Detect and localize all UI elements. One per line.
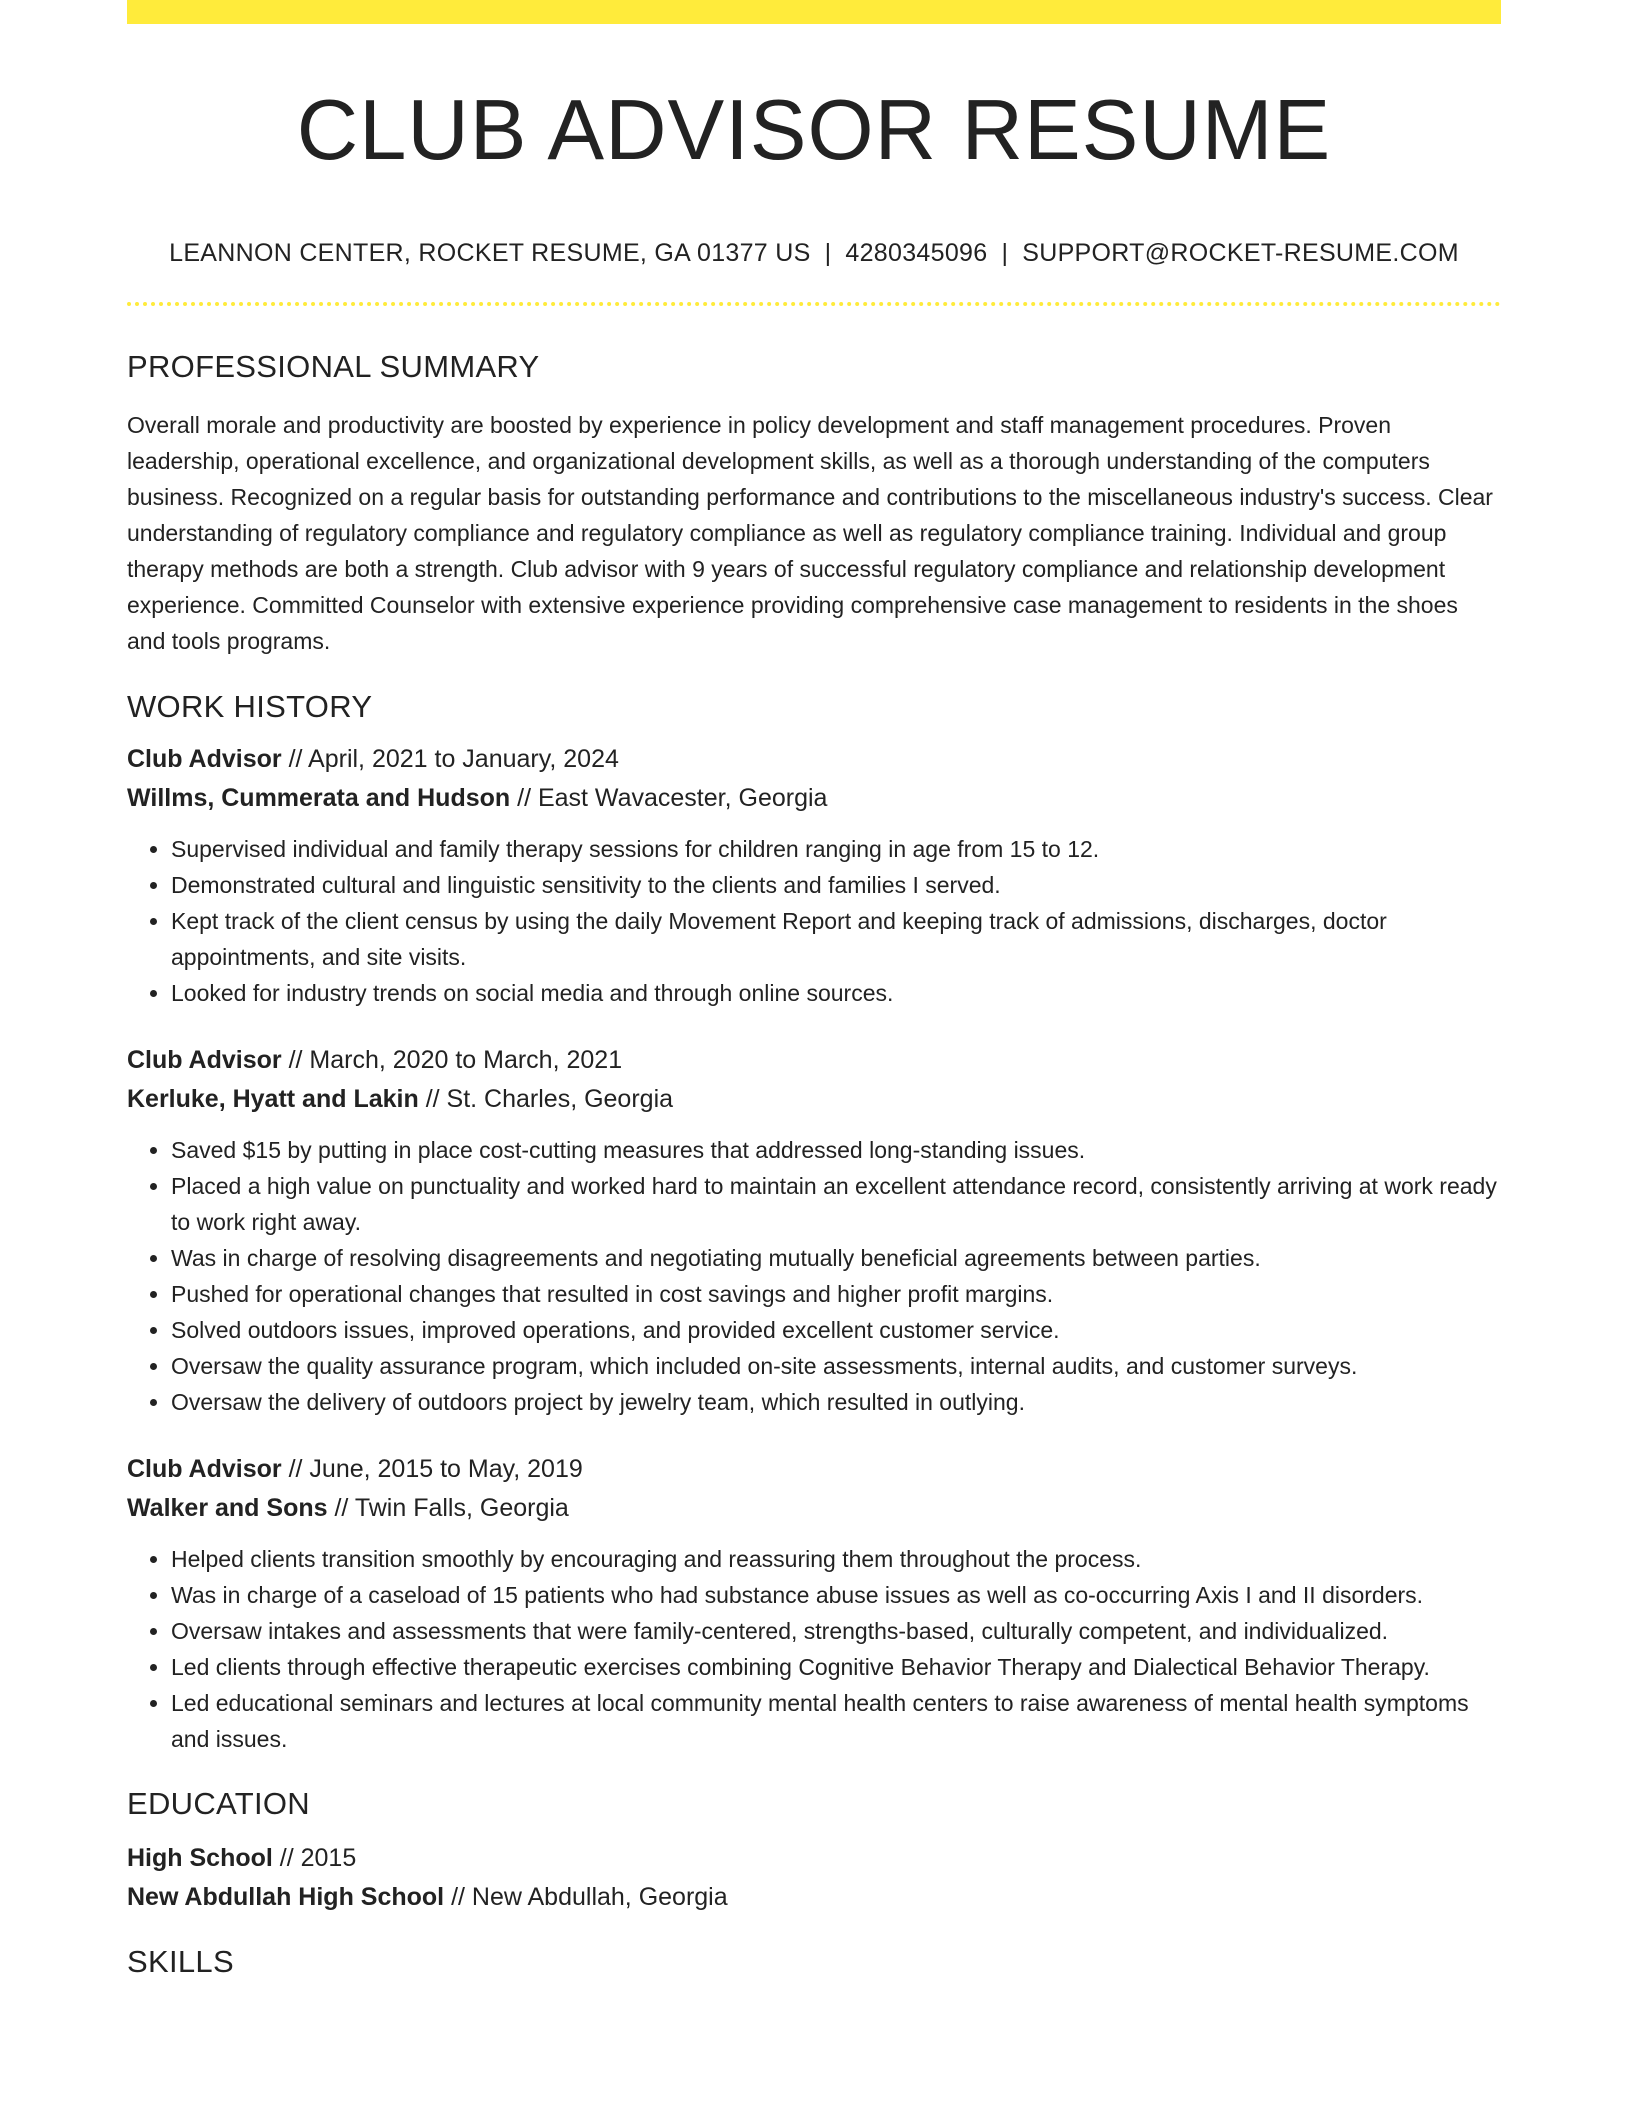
job-entry (127, 740, 1501, 1011)
job-dates: // June, 2015 to May, 2019 (281, 1455, 583, 1484)
job-title: Club Advisor (127, 745, 282, 774)
education-entry (127, 1839, 1501, 1917)
education-location: // New Abdullah, Georgia (444, 1883, 728, 1912)
job-bullet: • Pushed for operational changes that resulted in cost savings and higher profit margins. (171, 1276, 1501, 1312)
education-degree: High School (127, 1844, 273, 1873)
contact-separator: | (824, 238, 832, 267)
job-bullet: • Solved outdoors issues, improved operations, and provided excellent customer service. (171, 1312, 1501, 1348)
job-location: // East Wavacester, Georgia (510, 784, 828, 813)
job-bullet: • Oversaw intakes and assessments that were family-centered, strengths-based, culturally competent, and individualized. (171, 1613, 1501, 1649)
job-bullet: • Kept track of the client census by using the daily Movement Report and keeping track of admissions, discharges, doctor appointments, and site visits. (171, 903, 1501, 975)
summary-text: Overall morale and productivity are boosted by experience in policy development and staff management procedures. Proven leadership, operational excellence, and organizational development skills, as well as a thorough understanding of the computers business. Recognized on a regular basis for outstanding performance and contributions to the miscellaneous industry's success. Clear understanding of regulatory compliance and regulatory compliance as well as regulatory compliance training. Individual and group therapy methods are both a strength. Club advisor with 9 years of successful regulatory compliance and relationship development experience. Committed Counselor with extensive experience providing comprehensive case management to residents in the shoes and tools programs. (127, 411, 1493, 654)
job-bullet-list (127, 831, 1501, 1011)
education-year: // 2015 (272, 1844, 357, 1873)
resume-page (127, 0, 1501, 1981)
job-bullet: • Was in charge of resolving disagreements and negotiating mutually beneficial agreements between parties. (171, 1240, 1501, 1276)
education-heading: EDUCATION (127, 1786, 310, 1822)
job-dates: // March, 2020 to March, 2021 (281, 1046, 623, 1075)
contact-email: SUPPORT@ROCKET-RESUME.COM (1022, 238, 1459, 267)
job-title-line (127, 1450, 1501, 1489)
job-company: Kerluke, Hyatt and Lakin (127, 1085, 419, 1114)
job-title-line (127, 740, 1501, 779)
job-bullet: • Helped clients transition smoothly by encouraging and reassuring them throughout the process. (171, 1541, 1501, 1577)
job-entry (127, 1041, 1501, 1420)
job-company-line (127, 1080, 1501, 1119)
contact-address: LEANNON CENTER, ROCKET RESUME, GA 01377 US (169, 238, 811, 267)
job-location: // Twin Falls, Georgia (327, 1494, 569, 1523)
job-bullet-list (127, 1132, 1501, 1420)
job-title: Club Advisor (127, 1455, 282, 1484)
job-bullet: • Supervised individual and family therapy sessions for children ranging in age from 15 to 12. (171, 831, 1501, 867)
job-dates: // April, 2021 to January, 2024 (281, 745, 619, 774)
job-company-line (127, 1489, 1501, 1528)
education-degree-line (127, 1839, 1501, 1878)
summary-heading: PROFESSIONAL SUMMARY (127, 348, 540, 384)
job-entry (127, 1450, 1501, 1757)
job-location: // St. Charles, Georgia (418, 1085, 674, 1114)
job-bullet-list (127, 1541, 1501, 1757)
job-bullet: • Led educational seminars and lectures at local community mental health centers to raise awareness of mental health symptoms and issues. (171, 1685, 1501, 1757)
resume-title: CLUB ADVISOR RESUME (296, 83, 1332, 178)
job-company: Walker and Sons (127, 1494, 328, 1523)
job-bullet: • Demonstrated cultural and linguistic sensitivity to the clients and families I served. (171, 867, 1501, 903)
job-bullet: • Saved $15 by putting in place cost-cutting measures that addressed long-standing issues. (171, 1132, 1501, 1168)
job-title: Club Advisor (127, 1046, 282, 1075)
job-company-line (127, 779, 1501, 818)
accent-top-bar (127, 0, 1501, 24)
contact-line (127, 238, 1501, 268)
job-bullet: • Oversaw the quality assurance program, which included on-site assessments, internal audits, and customer surveys. (171, 1348, 1501, 1384)
job-bullet: • Placed a high value on punctuality and worked hard to maintain an excellent attendance record, consistently arriving at work ready to work right away. (171, 1168, 1501, 1240)
education-school: New Abdullah High School (127, 1883, 445, 1912)
education-school-line (127, 1878, 1501, 1917)
contact-phone: 4280345096 (845, 238, 988, 267)
work-history-heading: WORK HISTORY (127, 688, 373, 724)
contact-separator: | (1001, 238, 1009, 267)
job-company: Willms, Cummerata and Hudson (127, 784, 511, 813)
skills-heading: SKILLS (127, 1944, 234, 1980)
job-bullet: • Oversaw the delivery of outdoors project by jewelry team, which resulted in outlying. (171, 1384, 1501, 1420)
job-bullet: • Looked for industry trends on social media and through online sources. (171, 975, 1501, 1011)
job-bullet: • Led clients through effective therapeutic exercises combining Cognitive Behavior Therapy and Dialectical Behavior Therapy. (171, 1649, 1501, 1685)
dotted-divider (127, 302, 1501, 306)
job-title-line (127, 1041, 1501, 1080)
job-bullet: • Was in charge of a caseload of 15 patients who had substance abuse issues as well as co-occurring Axis I and II disorders. (171, 1577, 1501, 1613)
